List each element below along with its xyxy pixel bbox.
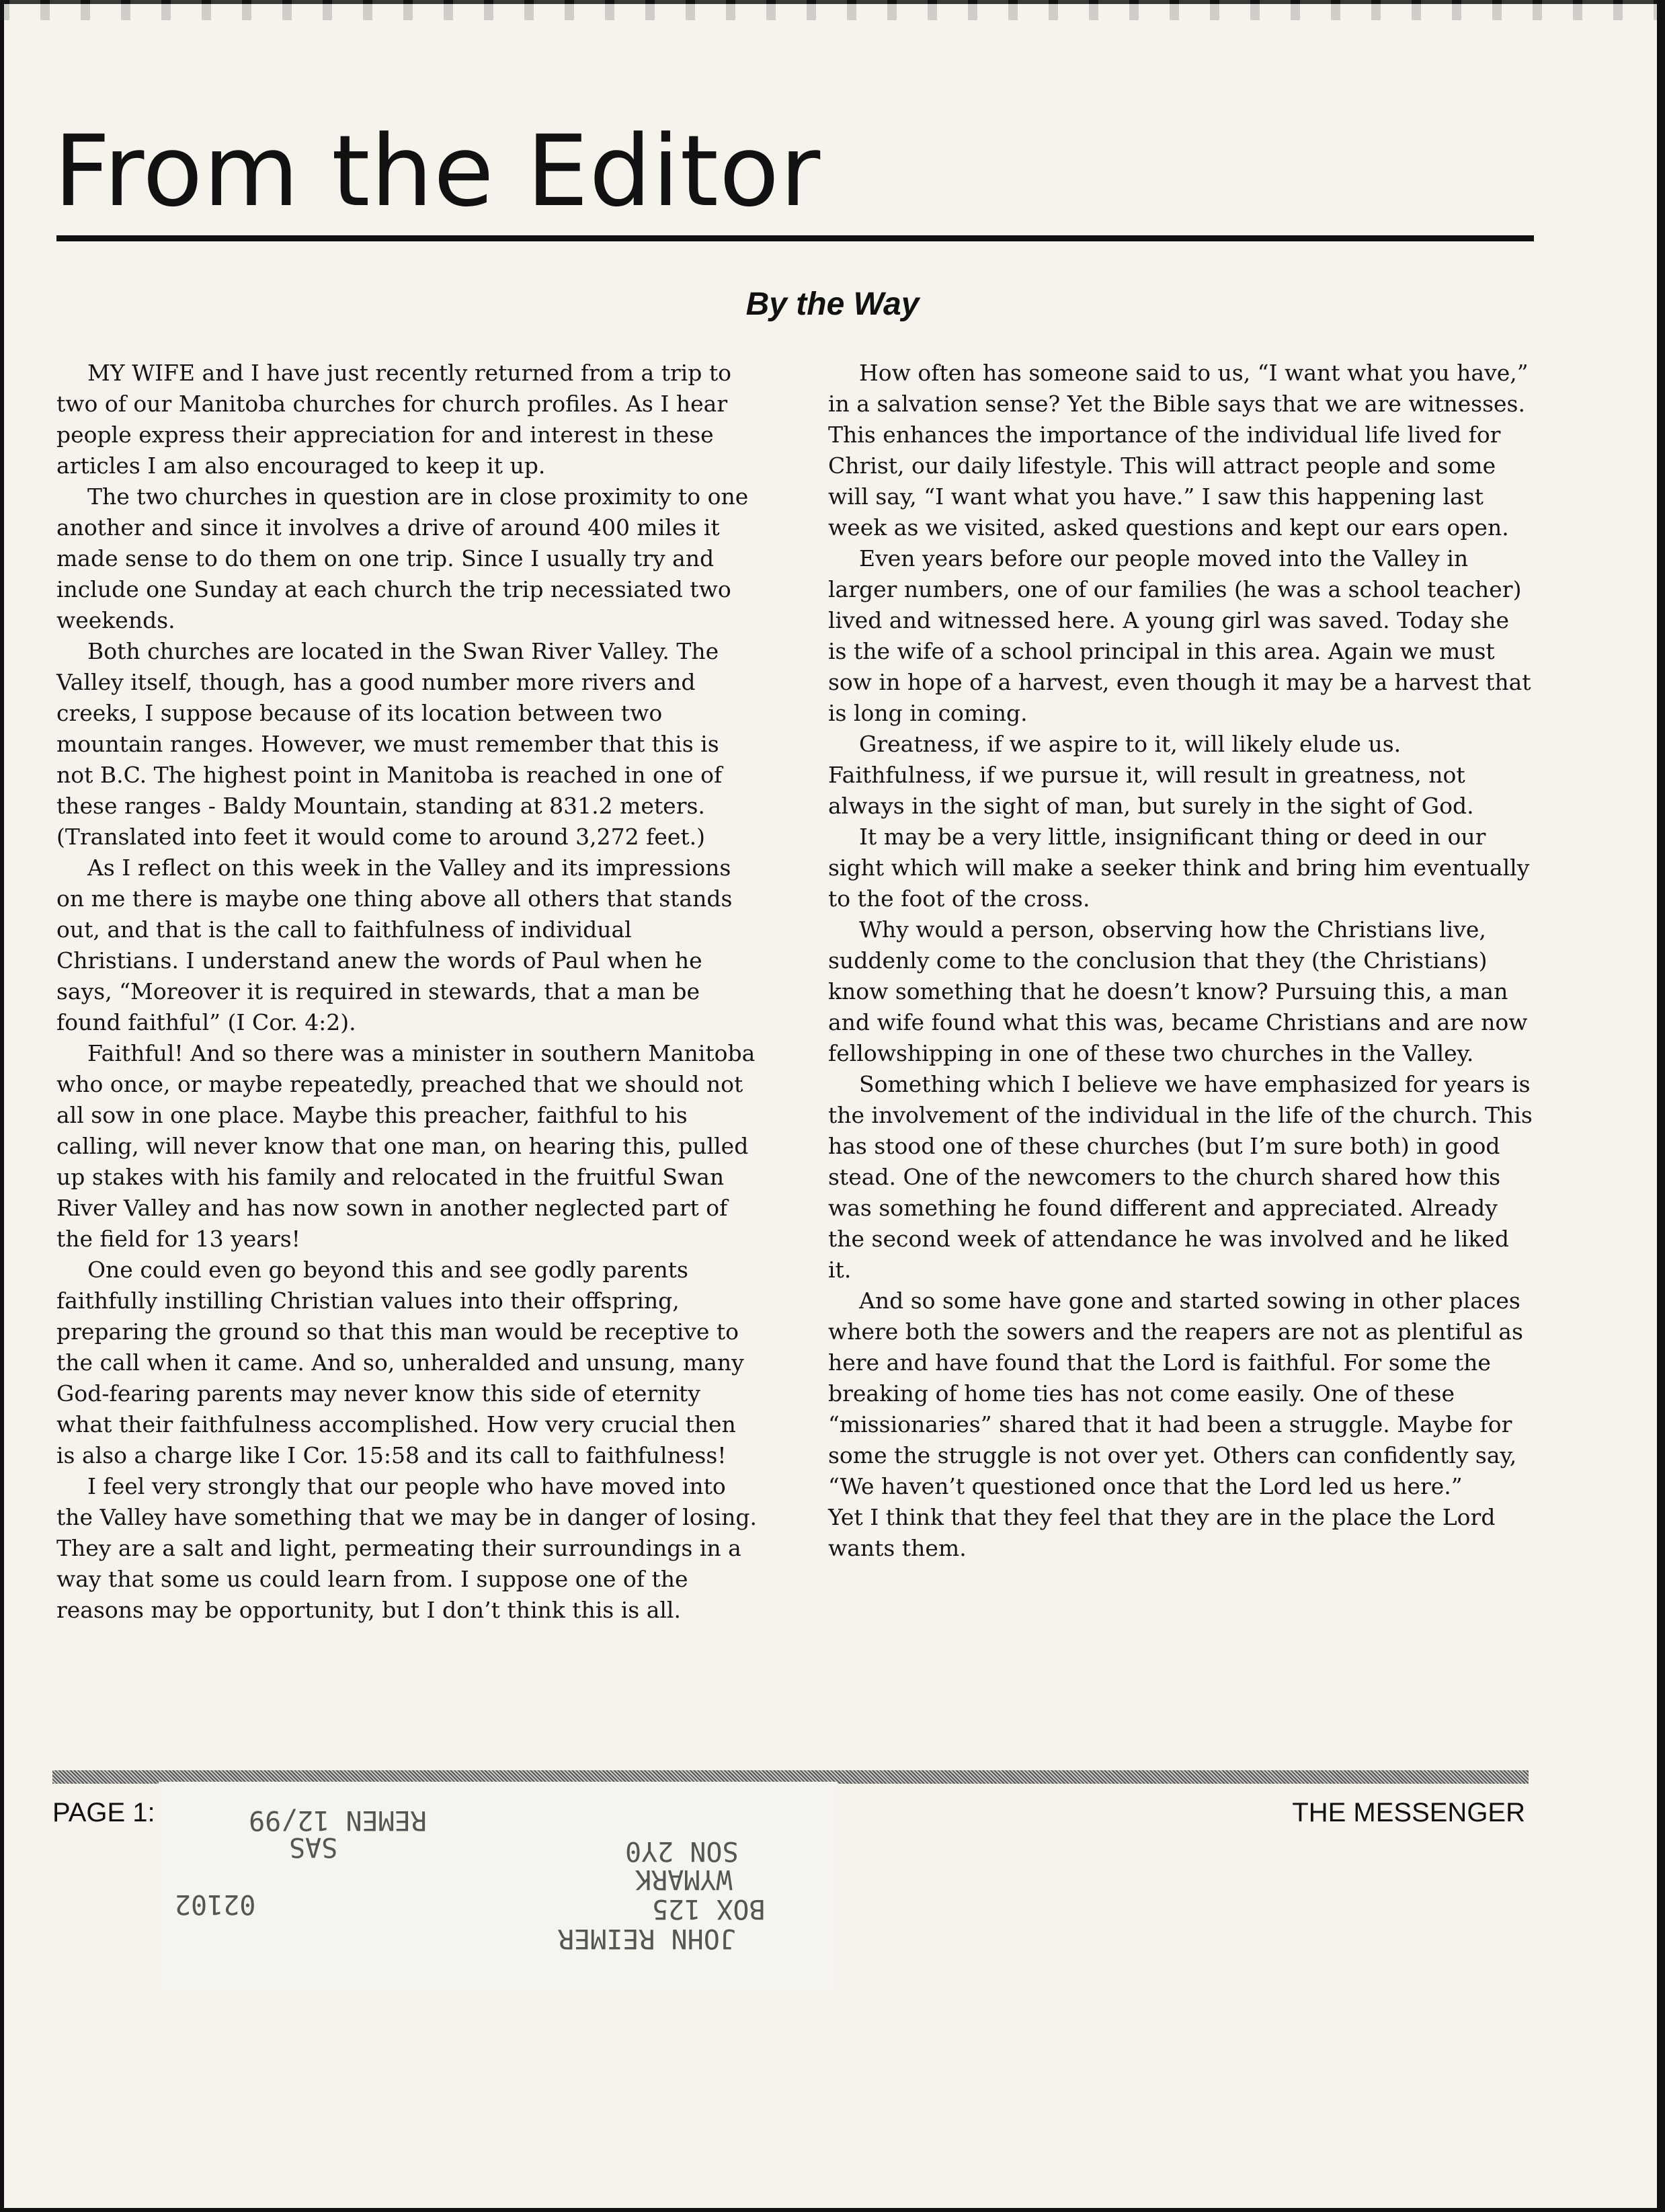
paragraph: It may be a very little, insignificant thing or deed in our sight which will make a seeker think and bring him eventually to the foot of the cross. xyxy=(828,824,1530,912)
page-number: PAGE 1: xyxy=(52,1798,155,1827)
paragraph: How often has someone said to us, “I want what you have,” in a salvation sense? Yet the Bible says that we are witnesses. This enhances the importance of the individual life lived for Christ, our daily lifestyle. This will attract people and some will say, “I want what you have.” I saw this happening last week as we visited, asked questions and kept our ears open. xyxy=(828,360,1529,541)
page-title: From the Editor xyxy=(54,114,821,229)
paragraph: One could even go beyond this and see godly parents faithfully instilling Christian values into their offspring, preparing the ground so that this man would be receptive to the call when it came. And so, unheralded and unsung, many God-fearing parents may never know this side of eternity what their faithfulness accomplished. How very crucial then is also a charge like I Cor. 15:58 and its call to faithfulness! xyxy=(56,1257,744,1468)
paragraph: Something which I believe we have emphasized for years is the involvement of the individual in the life of the church. This has stood one of these churches (but I’m sure both) in good stead. One of the newcomers to the church shared how this was something he found different and appreciated. Already the second week of attendance he was involved and he liked it. xyxy=(828,1071,1533,1283)
paragraph: Faithful! And so there was a minister in southern Manitoba who once, or maybe repeatedly, preached that we should not all sow in one place. Maybe this preacher, faithful to his calling, will never know that one man, on hearing this, pulled up stakes with his family and relocated in the fruitful Swan River Valley and has now sown in another neglected part of the field for 13 years! xyxy=(56,1040,756,1252)
left-text-column xyxy=(56,358,759,1626)
mailing-label-line: WYMARK xyxy=(635,1864,733,1895)
right-text-column xyxy=(828,358,1534,1564)
mailing-label-line: REMEN 12/99 xyxy=(249,1805,427,1835)
title-rule xyxy=(56,235,1534,241)
mailing-label-line: SON 2Y0 xyxy=(625,1835,739,1866)
paragraph: Greatness, if we aspire to it, will likely elude us. Faithfulness, if we pursue it, will result in greatness, not always in the sight of man, but surely in the sight of God. xyxy=(828,731,1474,819)
paragraph: The two churches in question are in close proximity to one another and since it involves a drive of around 400 miles it made sense to do them on one trip. Since I usually try and include one Sunday at each church the trip necessiated two weekends. xyxy=(56,483,749,633)
paragraph: I feel very strongly that our people who have moved into the Valley have something that we may be in danger of losing. They are a salt and light, permeating their surroundings in a way that some us could learn from. I suppose one of the reasons may be opportunity, but I don’t think this is all. xyxy=(56,1473,757,1623)
mailing-label-line: BOX 125 xyxy=(652,1893,766,1924)
article-subtitle: By the Way xyxy=(745,286,920,322)
scan-edge xyxy=(1657,0,1665,2212)
paragraph: Even years before our people moved into the Valley in larger numbers, one of our families (he was a school teacher) lived and witnessed here. A young girl was saved. Today she is the wife of a school principal in this area. Again we must sow in hope of a harvest, even though it may be a harvest that is long in coming. xyxy=(828,545,1531,726)
scan-top-edge xyxy=(0,0,1665,20)
paragraph: Yet I think that they feel that they are in the place the Lord wants them. xyxy=(828,1504,1496,1561)
paragraph: MY WIFE and I have just recently returned from a trip to two of our Manitoba churches for church profiles. As I hear people express their appreciation for and interest in these articles I am also encouraged to keep it up. xyxy=(56,360,731,479)
mailing-label-line: JOHN REIMER xyxy=(558,1923,736,1954)
publication-name: THE MESSENGER xyxy=(1292,1798,1525,1827)
paragraph: Why would a person, observing how the Christians live, suddenly come to the conclusion that they (the Christians) know something that he doesn’t know? Pursuing this, a man and wife found what this was, became Christians and are now fellowshipping in one of these two churches in the Valley. xyxy=(828,916,1528,1066)
paragraph: And so some have gone and started sowing in other places where both the sowers and the reapers are not as plentiful as here and have found that the Lord is faithful. For some the breaking of home ties has not come easily. One of these “missionaries” shared that it had been a struggle. Maybe for some the struggle is not over yet. Others can confidently say, “We haven’t questioned once that the Lord led us here.” xyxy=(828,1288,1523,1499)
paragraph: As I reflect on this week in the Valley and its impressions on me there is maybe one thing above all others that stands out, and that is the call to faithfulness of individual Christians. I understand anew the words of Paul when he says, “Moreover it is required in stewards, that a man be found faithful” (I Cor. 4:2). xyxy=(56,855,733,1035)
mailing-label-line: 02102 xyxy=(175,1889,256,1920)
paragraph: Both churches are located in the Swan River Valley. The Valley itself, though, has a good number more rivers and creeks, I suppose because of its location between two mountain ranges. However, we must remember that this is not B.C. The highest point in Manitoba is reached in one of these ranges - Baldy Mountain, standing at 831.2 meters. (Translated into feet it would come to around 3,272 feet.) xyxy=(56,638,723,850)
mailing-label-line: SAS xyxy=(289,1831,338,1862)
